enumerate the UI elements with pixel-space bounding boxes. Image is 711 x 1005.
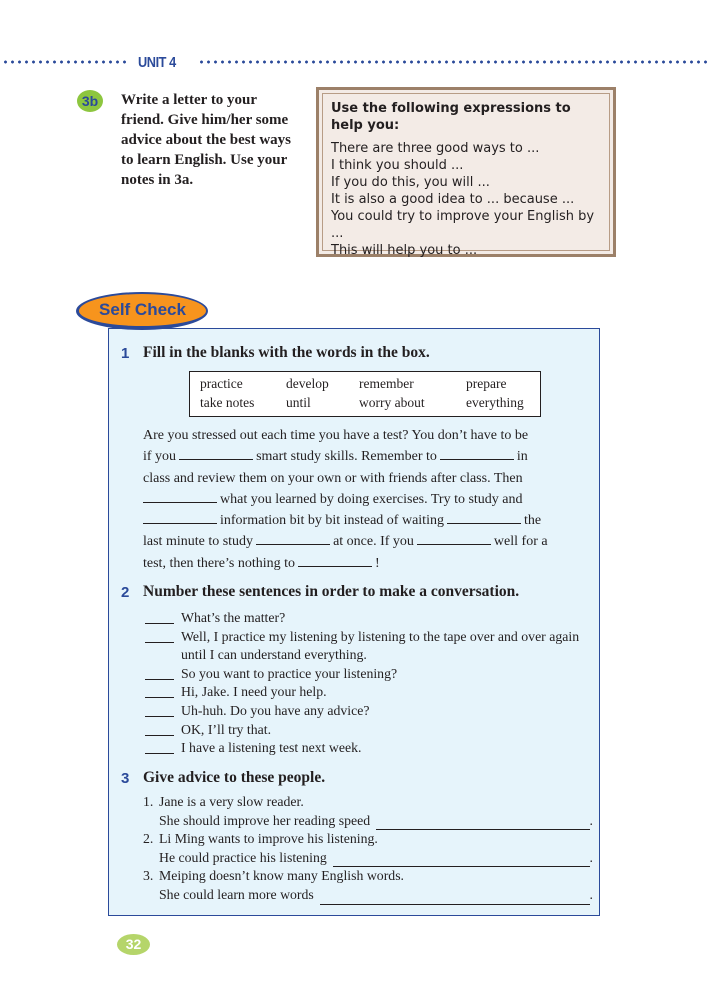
paragraph-text: what you learned by doing exercises. Try to study and xyxy=(220,491,523,507)
page-number: 32 xyxy=(117,934,150,955)
conversation-item xyxy=(145,702,585,721)
expression-item: There are three good ways to ... xyxy=(331,141,540,156)
period: . xyxy=(589,886,593,902)
blank-8[interactable] xyxy=(298,554,372,567)
advice-index: 3. xyxy=(143,868,154,884)
paragraph-text: in xyxy=(516,449,528,465)
blank-2[interactable] xyxy=(440,447,514,460)
order-blank[interactable] xyxy=(145,753,174,754)
advice-prompt: He could practice his listening xyxy=(159,849,327,865)
conversation-item xyxy=(145,721,585,740)
paragraph-text: well for a xyxy=(493,534,548,550)
paragraph-text: smart study skills. Remember to xyxy=(256,449,437,465)
blank-4[interactable] xyxy=(143,511,217,524)
expression-item: This will help you to ... xyxy=(331,243,478,258)
advice-index: 1. xyxy=(143,794,154,809)
blank-6[interactable] xyxy=(256,532,330,545)
period: . xyxy=(589,849,593,865)
blank-1[interactable] xyxy=(179,447,253,460)
advice-item xyxy=(143,793,593,830)
advice-item xyxy=(143,867,593,904)
blank-5[interactable] xyxy=(447,511,521,524)
advice-situation: Meiping doesn’t know many English words. xyxy=(159,868,405,884)
sentence-text: OK, I’ll try that. xyxy=(181,721,272,737)
expressions-box xyxy=(316,87,616,257)
unit-label: UNIT 4 xyxy=(138,54,176,71)
order-blank[interactable] xyxy=(145,623,174,624)
task-3b-instruction: Write a letter to your friend. Give him/her some advice about the best ways to learn English. Use your notes in 3a. xyxy=(121,92,292,188)
word-item: take notes xyxy=(200,395,255,410)
conversation-list xyxy=(145,609,585,758)
conversation-item xyxy=(145,609,585,628)
expression-item: If you do this, you will ... xyxy=(331,175,490,190)
expressions-title: Use the following expressions to help you: xyxy=(331,101,571,133)
word-box xyxy=(189,371,541,417)
conversation-item xyxy=(145,628,585,665)
word-item: develop xyxy=(286,376,329,391)
q3-number: 3 xyxy=(121,770,130,787)
expression-item: I think you should ... xyxy=(331,158,464,173)
period: . xyxy=(589,812,593,828)
advice-prompt: She could learn more words xyxy=(159,886,314,902)
advice-prompt: She should improve her reading speed xyxy=(159,812,371,828)
word-item: practice xyxy=(200,376,243,391)
expression-item: You could try to improve your English by ... xyxy=(331,209,595,241)
order-blank[interactable] xyxy=(145,697,174,698)
answer-line[interactable] xyxy=(376,817,589,830)
q1-number: 1 xyxy=(121,345,130,362)
paragraph-text: last minute to study xyxy=(143,534,254,550)
paragraph-text: class and review them on your own or with friends after class. Then xyxy=(143,470,523,486)
advice-situation: Li Ming wants to improve his listening. xyxy=(159,831,378,847)
order-blank[interactable] xyxy=(145,679,174,680)
conversation-item xyxy=(145,665,585,684)
conversation-item xyxy=(145,683,585,702)
word-item: prepare xyxy=(466,376,507,391)
paragraph-text: if you xyxy=(143,449,177,465)
advice-situation: Jane is a very slow reader. xyxy=(159,794,304,809)
word-item: worry about xyxy=(359,395,425,410)
answer-line[interactable] xyxy=(320,892,590,905)
header-dots-left xyxy=(2,58,130,66)
word-item: everything xyxy=(466,395,524,410)
order-blank[interactable] xyxy=(145,735,174,736)
word-item: until xyxy=(286,395,311,410)
order-blank[interactable] xyxy=(145,642,174,643)
sentence-text: So you want to practice your listening? xyxy=(181,665,398,681)
q2-number: 2 xyxy=(121,584,130,601)
blank-7[interactable] xyxy=(417,532,491,545)
sentence-text: What’s the matter? xyxy=(181,610,286,625)
order-blank[interactable] xyxy=(145,716,174,717)
advice-index: 2. xyxy=(143,831,154,847)
header-dots-right xyxy=(198,58,708,66)
q1-title: Fill in the blanks with the words in the box. xyxy=(143,344,430,361)
self-check-label: Self Check xyxy=(76,292,208,330)
q3-title: Give advice to these people. xyxy=(143,769,326,786)
q2-title: Number these sentences in order to make a conversation. xyxy=(143,583,520,600)
paragraph-text: test, then there’s nothing to xyxy=(143,555,296,571)
word-item: remember xyxy=(359,376,414,391)
task-badge-3b: 3b xyxy=(77,90,103,112)
blank-3[interactable] xyxy=(143,490,217,503)
sentence-text: Hi, Jake. I need your help. xyxy=(181,684,327,700)
paragraph-text: Are you stressed out each time you have a test? You don’t have to be xyxy=(143,428,529,443)
fill-in-paragraph xyxy=(143,425,583,574)
answer-line[interactable] xyxy=(333,854,590,867)
advice-list xyxy=(143,793,593,905)
paragraph-text: the xyxy=(523,513,542,529)
paragraph-text: information bit by bit instead of waiting xyxy=(220,513,444,529)
sentence-text: Well, I practice my listening by listening to the tape over and over again until I can understand everything. xyxy=(181,628,580,663)
expression-item: It is also a good idea to ... because ... xyxy=(331,192,575,207)
sentence-text: I have a listening test next week. xyxy=(181,740,362,756)
advice-item xyxy=(143,830,593,867)
sentence-text: Uh-huh. Do you have any advice? xyxy=(181,702,370,718)
conversation-item xyxy=(145,739,585,758)
paragraph-text: ! xyxy=(375,555,380,571)
self-check-panel xyxy=(108,328,600,916)
paragraph-text: at once. If you xyxy=(333,534,414,550)
